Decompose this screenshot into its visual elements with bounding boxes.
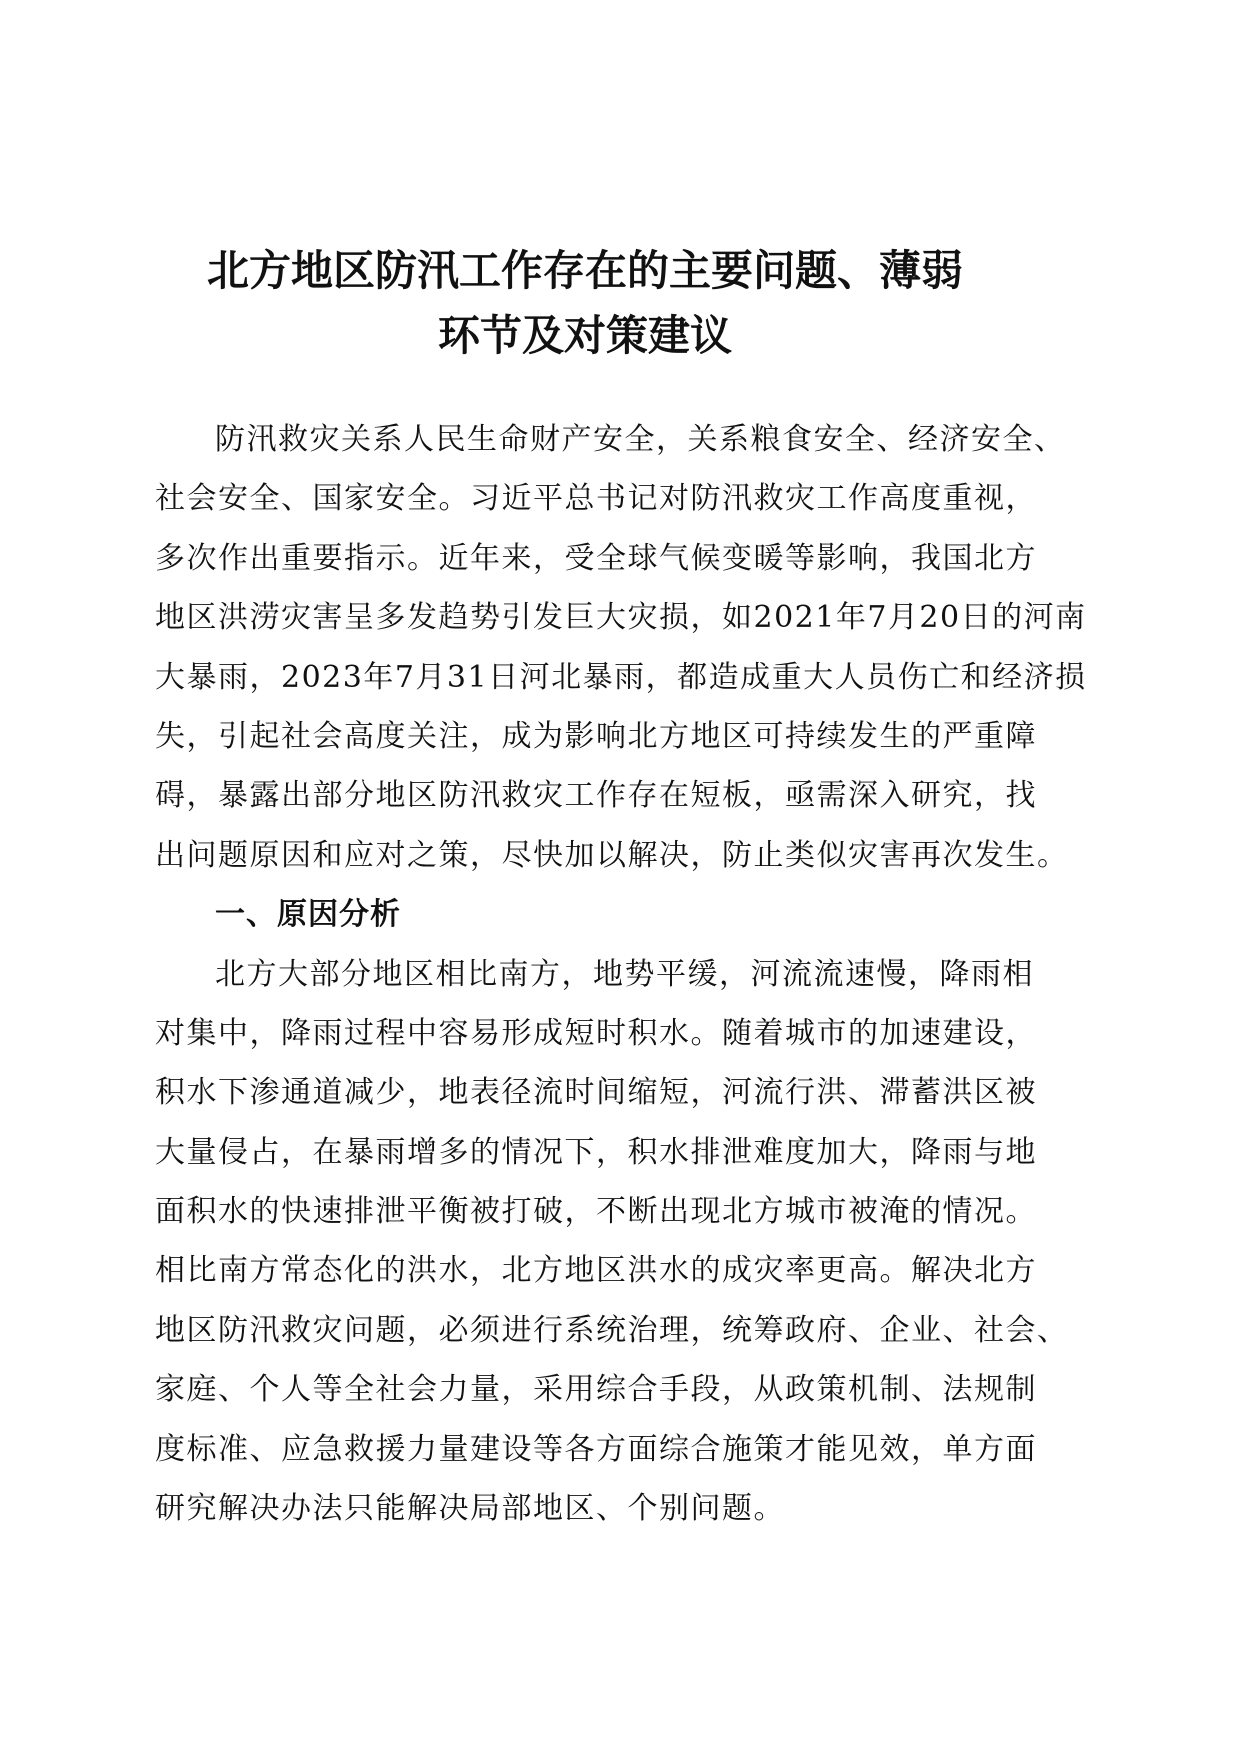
document-body — [155, 410, 1115, 1538]
section-line: 面积水的快速排泄平衡被打破，不断出现北方城市被淹的情况。 — [155, 1194, 1037, 1230]
section-line: 家庭、个人等全社会力量，采用综合手段，从政策机制、法规制 — [155, 1372, 1037, 1408]
section-line: 大量侵占，在暴雨增多的情况下，积水排泄难度加大，降雨与地 — [155, 1134, 1037, 1170]
intro-line: 大暴雨，2023年7月31日河北暴雨，都造成重大人员伤亡和经济损 — [155, 659, 1087, 695]
section-line: 积水下渗通道减少，地表径流时间缩短，河流行洪、滞蓄洪区被 — [155, 1075, 1037, 1111]
title-line-1: 北方地区防汛工作存在的主要问题、薄弱 — [206, 246, 963, 295]
intro-line: 地区洪涝灾害呈多发趋势引发巨大灾损，如2021年7月20日的河南 — [155, 600, 1087, 636]
intro-line: 碍，暴露出部分地区防汛救灾工作存在短板，亟需深入研究，找 — [155, 778, 1037, 814]
document-title — [155, 238, 1015, 368]
section-line: 北方大部分地区相比南方，地势平缓，河流流速慢，降雨相 — [215, 956, 1034, 992]
intro-line: 出问题原因和应对之策，尽快加以解决，防止类似灾害再次发生。 — [155, 837, 1069, 873]
section-heading: 一、原因分析 — [215, 897, 401, 933]
intro-line: 多次作出重要指示。近年来，受全球气候变暖等影响，我国北方 — [155, 540, 1037, 576]
title-line-2: 环节及对策建议 — [437, 311, 732, 360]
section-line: 对集中，降雨过程中容易形成短时积水。随着城市的加速建设， — [155, 1015, 1037, 1051]
section-line: 度标准、应急救援力量建设等各方面综合施策才能见效，单方面 — [155, 1431, 1037, 1467]
intro-line: 失，引起社会高度关注，成为影响北方地区可持续发生的严重障 — [155, 718, 1037, 754]
section-line: 相比南方常态化的洪水，北方地区洪水的成灾率更高。解决北方 — [155, 1253, 1037, 1289]
intro-line: 社会安全、国家安全。习近平总书记对防汛救灾工作高度重视， — [155, 481, 1037, 517]
intro-line: 防汛救灾关系人民生命财产安全，关系粮食安全、经济安全、 — [215, 422, 1066, 457]
section-line: 地区防汛救灾问题，必须进行系统治理，统筹政府、企业、社会、 — [155, 1312, 1069, 1348]
section-line: 研究解决办法只能解决局部地区、个别问题。 — [155, 1491, 785, 1527]
